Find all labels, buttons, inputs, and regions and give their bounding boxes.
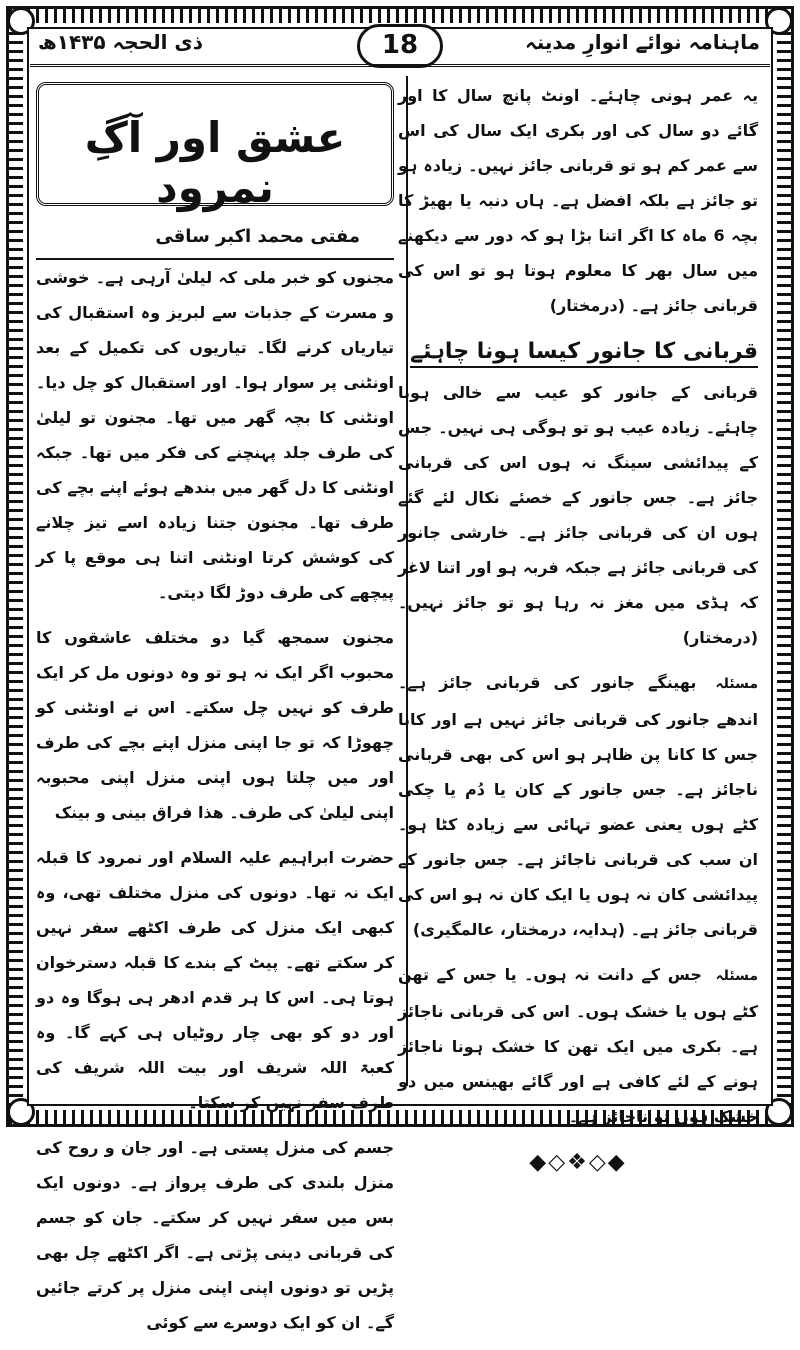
section-heading-text: قربانی کا جانور کیسا ہونا چاہئے [410,339,758,368]
paragraph: قربانی کے جانور کو عیب سے خالی ہونا چاہئے۔ زیادہ عیب ہو تو ہوگی ہی نہیں۔ جس کے پیدائشی سینگ نہ ہوں اس کی قربانی جائز ہے۔ جس جانور کے خصئے نکال لئے گئے ہوں ان کی قربانی جائز ہے۔ خارشی جانور کی قربانی جائز ہے جبکہ فربہ ہو اور اتنا لاغر کہ ہڈی میں مغز نہ رہا ہو تو جائز نہیں۔ (درمختار) [398,383,758,647]
ornament-divider: ◆◇❖◇◆ [529,1150,627,1175]
right-column [398,78,758,1178]
section-heading [398,333,758,371]
issue-date: ذی الحجہ ۱۴۳۵ھ [38,30,204,54]
paragraph [398,957,758,1134]
paragraph: حضرت ابراہیم علیہ السلام اور نمرود کا قبلہ ایک نہ تھا۔ دونوں کی منزل مختلف تھی، وہ کبھی ایک منزل کی طرف اکٹھے سفر نہیں کر سکتے تھے۔ پیٹ کے بندے کا قبلہ دسترخوان ہوتا ہی۔ اس کا ہر قدم ادھر ہی ہوگا وہ دو اور دو کو بھی چار روٹیاں ہی کہے گا۔ وہ کعبۃ اللہ شریف اور بیت اللہ شریف کی طرف سفر نہیں کر سکتا۔ [36,848,394,1112]
article-author: مفتی محمد اکبر ساقی [36,216,394,260]
article-title-box [36,82,394,212]
paragraph-text: جس کے دانت نہ ہوں۔ یا جس کے تھن کٹے ہوں یا خشک ہوں۔ اس کی قربانی ناجائز ہے۔ بکری میں ایک تھن کا خشک ہونا ناجائز ہونے کے لئے کافی ہے اور گائے بھینس میں دو خشک ہوں تو ناجائز ہے۔ [398,965,758,1126]
left-column [36,78,394,1350]
page-header [30,24,770,70]
paragraph [398,665,758,947]
paragraph: مجنوں کو خبر ملی کہ لیلیٰ آرہی ہے۔ خوشی و مسرت کے جذبات سے لبریز وہ استقبال کی تیاریاں کرنے لگا۔ تیاریوں کی تکمیل کے بعد اونٹنی پر سوار ہوا۔ اور استقبال کو چل دیا۔ اونٹنی کا بچہ گھر میں تھا۔ مجنون تو لیلیٰ کی طرف جلد پہنچنے کی فکر میں تھا۔ جبکہ اونٹنی کا دل گھر میں بندھے ہوئے اپنے بچے کی طرف تھا۔ مجنون جتنا زیادہ اسے تیز چلانے کی کوشش کرتا اونٹنی اتنا ہی موقع پا کر پیچھے کی طرف دوڑ لگا دیتی۔ [36,268,394,602]
header-rule [30,64,770,73]
paragraph: جسم کی منزل پستی ہے۔ اور جان و روح کی منزل بلندی کی طرف پرواز ہے۔ دونوں ایک بس میں سفر نہیں کر سکتے۔ جان کو جسم کی قربانی دینی پڑتی ہے۔ اگر اکٹھے چل بھی پڑیں تو دونوں اپنی اپنی منزل پر کرتے جائیں گے۔ ان کو ایک دوسرے سے کوئی [36,1138,394,1332]
magazine-name: ماہنامہ نوائے انوارِ مدینہ [524,30,760,54]
paragraph: مجنون سمجھ گیا دو مختلف عاشقوں کا محبوب اگر ایک نہ ہو تو وہ دونوں مل کر ایک طرف کو نہیں چل سکتے۔ اس نے اونٹنی کو چھوڑا کہ تو جا اپنی منزل اپنے بچے کی طرف اور میں چلتا ہوں اپنی منزل اپنی محبوبہ اپنی لیلیٰ کی طرف۔ ھذا فراق بینی و بینک [36,628,394,822]
article-title: عشق اور آگِ نمرود [84,113,346,212]
paragraph-text: بھینگے جانور کی قربانی جائز ہے۔ اندھے جانور کی قربانی جائز نہیں ہے اور کانا جس کا کانا پن ظاہر ہو اس کی بھی قربانی ناجائز ہے۔ جس جانور کے کان یا دُم یا چکی کٹے ہوں یعنی عضو تہائی سے زیادہ کٹا ہو۔ ان سب کی قربانی ناجائز ہے۔ جس جانور کے پیدائشی کان نہ ہوں یا ایک کان نہ ہو اس کی قربانی جائز ہے۔ (ہدایہ، درمختار، عالمگیری) [398,673,758,939]
page-number: 18 [357,24,443,68]
masala-label: مسئلہ [715,676,758,692]
masala-label: مسئلہ [715,968,758,984]
paragraph: یہ عمر ہونی چاہئے۔ اونٹ پانچ سال کا اور گائے دو سال کی اور بکری ایک سال کی اس سے عمر کم ہو تو قربانی جائز نہیں۔ زیادہ ہو تو جائز ہے بلکہ افضل ہے۔ ہاں دنبہ یا بھیڑ کا بچہ 6 ماہ کا اگر اتنا بڑا ہو کہ دور سے دیکھنے میں سال بھر کا معلوم ہوتا ہو تو اس کی قربانی جائز ہے۔ (درمختار) [398,86,759,315]
